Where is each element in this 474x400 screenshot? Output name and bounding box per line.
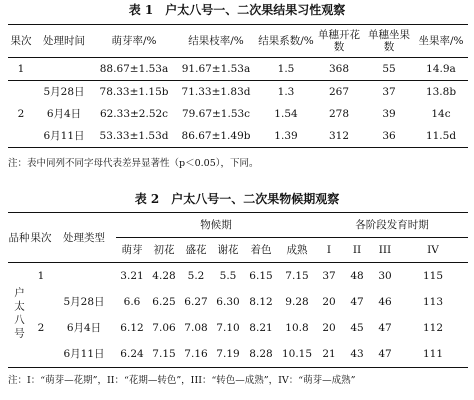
table-row (8, 341, 468, 368)
table-row (8, 58, 468, 81)
t2-header-stage-3: III (372, 238, 398, 263)
t2-header-fruit: 果次 (30, 213, 52, 263)
table2-note: 注：I：“萌芽—花期”，II：“花期—转色”，III：“转色—成熟”，IV：“萌芽—成熟” (8, 375, 356, 386)
cell-treatment: 6月4日 (46, 108, 82, 120)
cell-value: 86.67±1.49b (181, 130, 251, 142)
t2-header-phenology-group: 物候期 (116, 213, 316, 238)
cell-fruit (30, 289, 52, 315)
cell-value: 78.33±1.15b (99, 86, 169, 98)
cell-value: 14.9a (426, 63, 456, 75)
cell-value: 53.33±1.53d (99, 130, 169, 142)
table1 (8, 24, 468, 148)
cell-value: 3.21 (120, 270, 144, 282)
cell-value: 278 (328, 108, 350, 120)
cell-value: 113 (422, 296, 444, 308)
t1-header-fruiting-shoot-rate: 结果枝率/% (174, 25, 258, 58)
cell-treatment: 6月11日 (43, 130, 85, 142)
t1-header-fruit: 果次 (8, 25, 34, 58)
cell-value: 6.27 (184, 296, 208, 308)
t2-header-coloring: 着色 (244, 238, 278, 263)
cell-value: 55 (382, 63, 396, 75)
cell-value: 8.28 (249, 348, 273, 360)
t1-header-sprout-rate: 萌芽率/% (94, 25, 174, 58)
cell-value: 20 (322, 322, 336, 334)
cell-variety (8, 263, 30, 368)
cell-value: 112 (422, 322, 444, 334)
cell-value: 8.21 (249, 322, 273, 334)
table-row (8, 315, 468, 341)
cell-value: 14c (431, 108, 451, 120)
cell-value: 7.06 (152, 322, 176, 334)
table2 (8, 212, 468, 368)
table1-header-row (8, 25, 468, 58)
cell-value: 20 (322, 296, 336, 308)
cell-value: 71.33±1.83d (181, 86, 251, 98)
cell-value: 6.30 (216, 296, 240, 308)
t2-header-stage-2: II (342, 238, 372, 263)
t2-header-stages-group: 各阶段发育时期 (316, 213, 468, 238)
cell-value: 7.08 (184, 322, 208, 334)
t2-header-petal-fall: 谢花 (212, 238, 244, 263)
cell-treatment (52, 263, 116, 290)
cell-value: 7.15 (285, 270, 309, 282)
t1-header-fruit-set-rate: 坐果率/% (414, 25, 468, 58)
t2-header-full-bloom: 盛花 (180, 238, 212, 263)
cell-value: 1.39 (274, 130, 298, 142)
cell-value: 47 (350, 296, 364, 308)
variety-name: 户太八号 (13, 286, 25, 341)
cell-value: 5.5 (219, 270, 237, 282)
cell-value: 30 (378, 270, 392, 282)
cell-value: 368 (328, 63, 350, 75)
t2-header-variety: 品种 (8, 213, 30, 263)
cell-value: 47 (378, 322, 392, 334)
cell-treatment: 6月11日 (63, 348, 105, 360)
cell-value: 21 (322, 348, 336, 360)
table2-header-row-1 (8, 213, 468, 238)
cell-fruit: 1 (37, 270, 45, 282)
cell-value: 39 (382, 108, 396, 120)
cell-value: 111 (422, 348, 444, 360)
cell-fruit: 2 (17, 108, 25, 120)
t1-header-flowers-per-cluster: 单穗开花数 (314, 25, 364, 58)
table-row (8, 263, 468, 290)
table1-note: 注：表中同列不同字母代表差异显著性（p＜0.05），下同。 (8, 158, 259, 169)
cell-treatment: 6月4日 (66, 322, 102, 334)
cell-treatment: 5月28日 (63, 296, 105, 308)
table2-caption: 表 2 户太八号一、二次果物候期观察 (134, 192, 340, 206)
table-row (8, 81, 468, 104)
t2-header-maturity: 成熟 (278, 238, 316, 263)
cell-fruit (30, 341, 52, 368)
cell-treatment (34, 58, 94, 81)
cell-value: 37 (382, 86, 396, 98)
cell-value: 1.3 (277, 86, 295, 98)
table-row (8, 103, 468, 125)
cell-value: 48 (350, 270, 364, 282)
cell-value: 7.16 (184, 348, 208, 360)
cell-value: 10.15 (281, 348, 313, 360)
cell-value: 37 (322, 270, 336, 282)
cell-value: 267 (328, 86, 350, 98)
t2-header-sprouting: 萌芽 (116, 238, 148, 263)
cell-value: 312 (328, 130, 350, 142)
t2-header-treatment: 处理类型 (52, 213, 116, 263)
cell-value: 45 (350, 322, 364, 334)
table-row (8, 289, 468, 315)
cell-value: 115 (422, 270, 444, 282)
cell-value: 43 (350, 348, 364, 360)
t2-header-stage-4: IV (398, 238, 468, 263)
cell-value: 5.2 (187, 270, 205, 282)
cell-value: 6.12 (120, 322, 144, 334)
cell-value: 10.8 (285, 322, 309, 334)
cell-value: 62.33±2.52c (99, 108, 169, 120)
cell-value: 91.67±1.53a (181, 63, 251, 75)
cell-value: 1.54 (274, 108, 298, 120)
t1-header-fruiting-coefficient: 结果系数/% (258, 25, 314, 58)
cell-value: 6.25 (152, 296, 176, 308)
cell-value: 88.67±1.53a (99, 63, 169, 75)
t2-header-first-bloom: 初花 (148, 238, 180, 263)
cell-value: 11.5d (425, 130, 457, 142)
table-row (8, 125, 468, 148)
t1-header-fruits-per-cluster: 单穗坐果数 (364, 25, 414, 58)
cell-fruit: 1 (17, 63, 25, 75)
table1-caption: 表 1 户太八号一、二次果结果习性观察 (128, 3, 346, 17)
cell-value: 13.8b (425, 86, 457, 98)
cell-value: 8.12 (249, 296, 273, 308)
cell-value: 6.24 (120, 348, 144, 360)
cell-fruit: 2 (37, 322, 45, 334)
cell-value: 4.28 (152, 270, 176, 282)
cell-value: 6.15 (249, 270, 273, 282)
t2-header-stage-1: I (316, 238, 342, 263)
cell-treatment: 5月28日 (43, 86, 85, 98)
cell-value: 7.10 (216, 322, 240, 334)
cell-value: 79.67±1.53c (181, 108, 251, 120)
cell-value: 7.19 (216, 348, 240, 360)
cell-value: 6.6 (123, 296, 141, 308)
cell-value: 1.5 (277, 63, 295, 75)
cell-value: 46 (378, 296, 392, 308)
t1-header-treatment: 处理时间 (34, 25, 94, 58)
cell-value: 7.15 (152, 348, 176, 360)
cell-value: 9.28 (285, 296, 309, 308)
cell-value: 47 (378, 348, 392, 360)
cell-value: 36 (382, 130, 396, 142)
